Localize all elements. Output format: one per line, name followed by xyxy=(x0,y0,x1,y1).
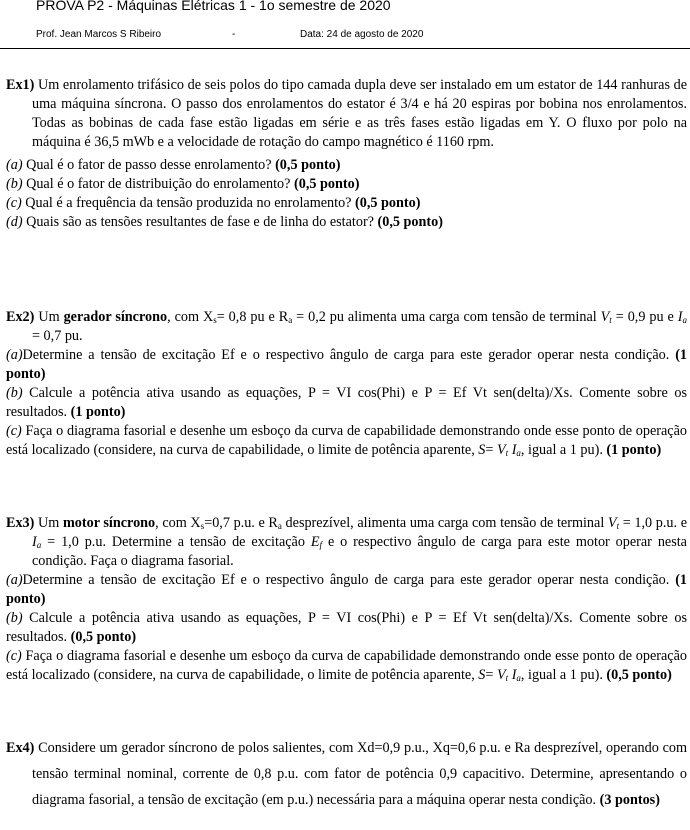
symbol: S xyxy=(478,442,486,458)
text: =0,7 p.u. e R xyxy=(204,515,278,531)
exam-header xyxy=(0,0,690,50)
ex4-points: (3 pontos) xyxy=(599,792,660,808)
subscript: a xyxy=(516,448,521,458)
text: , igual a 1 pu). xyxy=(520,667,603,683)
symbol: E xyxy=(310,534,320,550)
symbol: I xyxy=(32,534,37,550)
text: Um xyxy=(38,515,63,531)
text: e o respectivo ângulo de carga para este motor operar nesta condição. Faça o diagrama fasorial. xyxy=(32,534,687,569)
item-points: (0,5 ponto) xyxy=(275,157,341,173)
subscript: s xyxy=(200,521,205,531)
item-points: (0,5 ponto) xyxy=(355,195,421,211)
ex1-text: Um enrolamento trifásico de seis polos do tipo camada dupla deve ser instalado em um estator de 144 ranhuras de uma máquina síncrona. O passo dos enrolamentos do estator é 3/4 e há 20 espiras por bobina nos enrolamentos. Todas as bobinas de cada fase estão ligadas em série e as três fases estão ligadas em Y. O fluxo por polo na máquina é 36,5 mWb e a velocidade de rotação do campo magnético é 1160 rpm. xyxy=(32,77,688,150)
subscript: t xyxy=(505,673,509,683)
item-text: Calcule a potência ativa usando as equações, P = VI cos(Phi) e P = Ef Vt sen(delta)/Xs. Comente sobre os resultados. xyxy=(6,385,687,420)
ex4-text: Considere um gerador síncrono de polos salientes, com Xd=0,9 p.u., Xq=0,6 p.u. e Ra desprezível, operando com tensão terminal nominal, corrente de 0,8 p.u. com fator de potência 0,9 capacitivo. Determine, apresentando o diagrama fasorial, a tensão de excitação (em p.u.) necessária para a máquina operar nesta condição. xyxy=(32,740,688,808)
ex2-item-b xyxy=(6,384,687,422)
symbol: I xyxy=(677,309,683,325)
text: , igual a 1 pu). xyxy=(520,442,603,458)
item-tag: (a) xyxy=(6,572,23,588)
item-tag: (a) xyxy=(6,157,23,173)
symbol: V xyxy=(496,667,506,683)
item-text: Qual é o fator de distribuição do enrolamento? xyxy=(26,176,291,192)
exam-title: PROVA P2 - Máquinas Elétricas 1 - 1o semestre de 2020 xyxy=(36,0,391,13)
item-text: Determine a tensão de excitação Ef e o respectivo ângulo de carga para este gerador operar nesta condição. xyxy=(22,572,670,588)
text: = xyxy=(485,667,497,683)
ex1-item-d xyxy=(6,213,687,232)
subscript: a xyxy=(288,315,293,325)
item-points: (1 ponto) xyxy=(70,404,126,420)
item-points: (0,5 ponto) xyxy=(606,667,672,683)
item-text: Quais são as tensões resultantes de fase e de linha do estator? xyxy=(26,214,374,230)
item-text: Qual é a frequência da tensão produzida no enrolamento? xyxy=(25,195,352,211)
ex4-statement xyxy=(6,735,687,813)
text: Um xyxy=(38,309,64,325)
exercise-3 xyxy=(6,514,687,685)
item-points: (1 ponto) xyxy=(606,442,662,458)
header-dash: - xyxy=(232,29,236,40)
text: = xyxy=(485,442,497,458)
text: , com X xyxy=(155,515,201,531)
ex2-label: Ex2) xyxy=(6,309,35,325)
ex3-item-c xyxy=(6,647,687,685)
item-tag: (c) xyxy=(6,423,22,439)
ex3-statement xyxy=(6,514,687,571)
ex1-item-b xyxy=(6,175,687,194)
ex1-label: Ex1) xyxy=(6,77,35,93)
item-tag: (d) xyxy=(6,214,23,230)
symbol: S xyxy=(478,667,486,683)
symbol: I xyxy=(511,667,517,683)
subscript: t xyxy=(609,315,612,325)
ex4-label: Ex4) xyxy=(6,740,35,756)
subscript: f xyxy=(319,540,323,550)
ex2-item-c xyxy=(6,422,687,460)
item-points: (1 ponto) xyxy=(6,347,688,382)
item-text: Calcule a potência ativa usando as equações, P = VI cos(Phi) e P = Ef Vt sen(delta)/Xs. Comente sobre os resultados. xyxy=(6,610,687,645)
item-tag: (b) xyxy=(6,176,23,192)
text: , com X xyxy=(167,309,214,325)
symbol: V xyxy=(496,442,506,458)
text: = 0,9 pu e xyxy=(611,309,678,325)
item-tag: (a) xyxy=(6,347,23,363)
text: desprezível, alimenta uma carga com tensão de terminal xyxy=(281,515,608,531)
item-points: (1 ponto) xyxy=(6,572,688,607)
item-points: (0,5 ponto) xyxy=(294,176,360,192)
text: = 1,0 p.u. Determine a tensão de excitação xyxy=(41,534,311,550)
item-text: Determine a tensão de excitação Ef e o respectivo ângulo de carga para este gerador operar nesta condição. xyxy=(22,347,670,363)
subscript: a xyxy=(516,673,521,683)
item-text: Faça o diagrama fasorial e desenhe um esboço da curva de capabilidade demonstrando onde esse ponto de operação está localizado (considere, na curva de capabilidade, o limite de potência aparente, xyxy=(6,648,687,683)
motor-term: motor síncrono xyxy=(62,515,156,531)
exercise-2 xyxy=(6,308,687,460)
subscript: t xyxy=(505,448,509,458)
item-tag: (c) xyxy=(6,648,22,664)
item-text: Qual é o fator de passo desse enrolamento? xyxy=(26,157,272,173)
header-rule xyxy=(0,48,690,49)
symbol: V xyxy=(607,515,617,531)
text: = 0,2 pu alimenta uma carga com tensão de terminal xyxy=(292,309,601,325)
item-points: (0,5 ponto) xyxy=(377,214,443,230)
exercise-1 xyxy=(6,76,687,232)
text: = 1,0 p.u. e xyxy=(619,515,688,531)
subscript: a xyxy=(36,540,42,550)
generator-term: gerador síncrono xyxy=(63,309,168,325)
item-tag: (b) xyxy=(6,385,23,401)
item-tag: (b) xyxy=(6,610,23,626)
subscript: t xyxy=(616,521,620,531)
ex2-statement xyxy=(6,308,687,346)
ex1-statement xyxy=(6,76,687,152)
text: = 0,8 pu e R xyxy=(216,309,289,325)
ex1-item-a xyxy=(6,156,687,175)
symbol: I xyxy=(511,442,517,458)
ex1-item-c xyxy=(6,194,687,213)
subscript: s xyxy=(213,315,217,325)
ex3-item-b xyxy=(6,609,687,647)
item-points: (0,5 ponto) xyxy=(70,629,137,645)
symbol: V xyxy=(600,309,610,325)
ex3-item-a xyxy=(6,571,687,609)
subscript: a xyxy=(277,521,282,531)
ex2-item-a xyxy=(6,346,687,384)
ex3-label: Ex3) xyxy=(6,515,35,531)
subscript: a xyxy=(682,315,688,325)
exercise-4 xyxy=(6,735,687,813)
item-text: Faça o diagrama fasorial e desenhe um esboço da curva de capabilidade demonstrando onde esse ponto de operação está localizado (considere, na curva de capabilidade, o limite de potência aparente, xyxy=(6,423,687,458)
exam-date: Data: 24 de agosto de 2020 xyxy=(300,29,424,40)
professor-name: Prof. Jean Marcos S Ribeiro xyxy=(36,29,162,40)
text: = 0,7 pu. xyxy=(32,328,83,344)
item-tag: (c) xyxy=(6,195,22,211)
